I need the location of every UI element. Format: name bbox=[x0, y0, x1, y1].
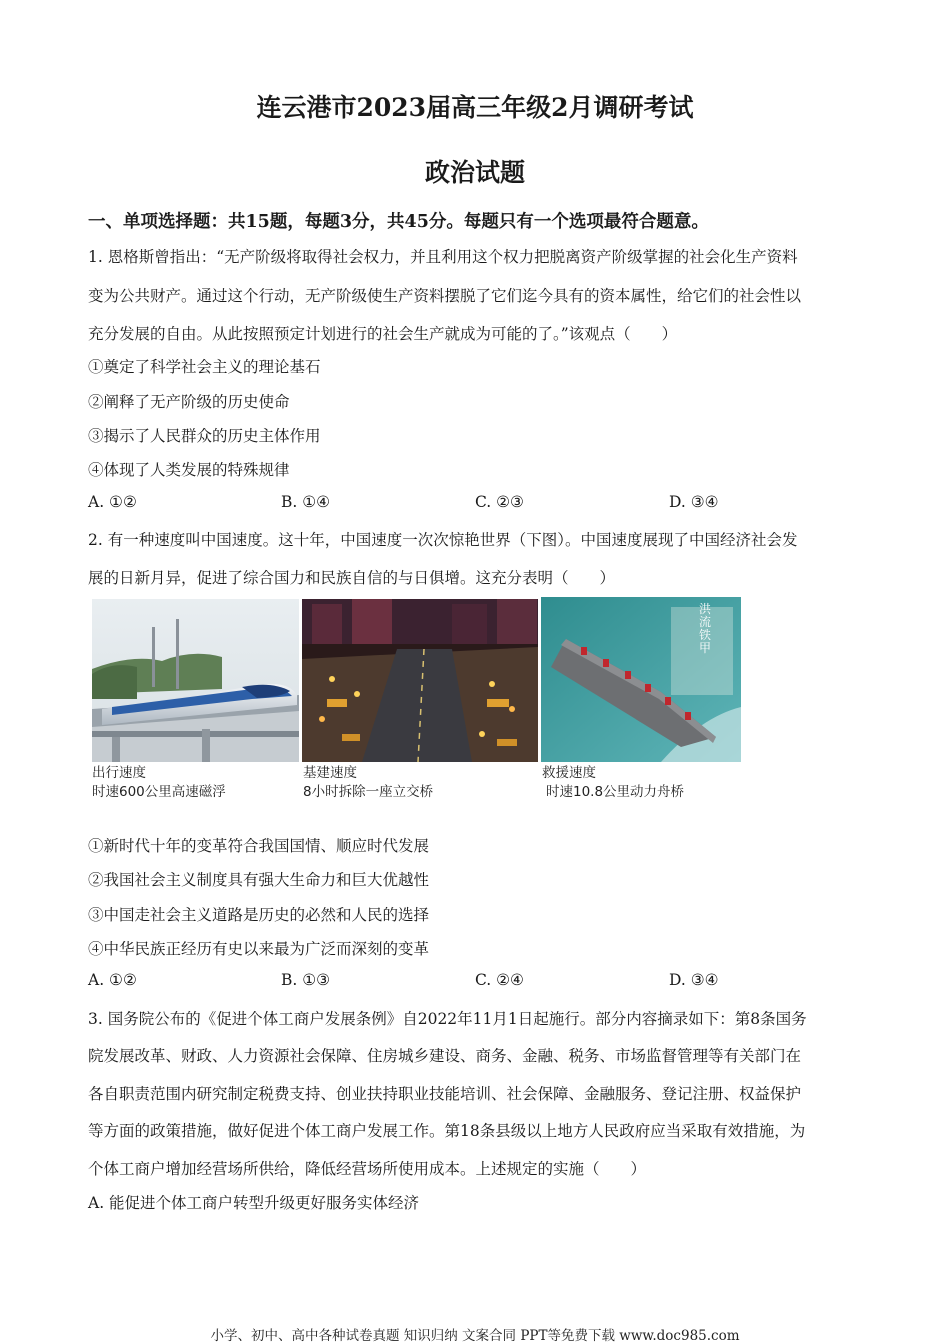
q1-option-d[interactable]: D. ③④ bbox=[669, 493, 719, 511]
overlay-title-text: 洪流铁甲 bbox=[699, 602, 712, 655]
q2-option-c[interactable]: C. ②④ bbox=[475, 971, 524, 989]
maglev-train-image bbox=[92, 599, 299, 762]
q1-option-c[interactable]: C. ②③ bbox=[475, 493, 524, 511]
section-heading: 一、单项选择题：共15题，每题3分，共45分。每题只有一个选项最符合题意。 bbox=[88, 212, 709, 232]
q2-stem-line: 展的日新月异，促进了综合国力和民族自信的与日俱增。这充分表明（ ） bbox=[88, 569, 616, 587]
q1-statement: ①奠定了科学社会主义的理论基石 bbox=[88, 358, 321, 376]
q1-stem-line: 变为公共财产。通过这个行动，无产阶级使生产资料摆脱了它们迄今具有的资本属性，给它们的社会性以 bbox=[88, 287, 802, 305]
q1-statement: ③揭示了人民群众的历史主体作用 bbox=[88, 427, 321, 445]
figure-label: 救援速度 bbox=[542, 765, 596, 781]
q2-statement: ②我国社会主义制度具有强大生命力和巨大优越性 bbox=[88, 871, 430, 889]
q3-option-a[interactable]: A. 能促进个体工商户转型升级更好服务实体经济 bbox=[88, 1194, 420, 1212]
figure-caption: 时速600公里高速磁浮 bbox=[92, 784, 226, 800]
q2-option-d[interactable]: D. ③④ bbox=[669, 971, 719, 989]
q1-option-a[interactable]: A. ①② bbox=[88, 493, 137, 511]
q1-statement: ④体现了人类发展的特殊规律 bbox=[88, 461, 290, 479]
q1-stem-line: 1. 恩格斯曾指出：“无产阶级将取得社会权力，并且利用这个权力把脱离资产阶级掌握的社会化生产资料 bbox=[88, 248, 798, 266]
q2-statement: ①新时代十年的变革符合我国国情、顺应时代发展 bbox=[88, 837, 430, 855]
q3-stem-line: 个体工商户增加经营场所供给，降低经营场所使用成本。上述规定的实施（ ） bbox=[88, 1160, 647, 1178]
page-footer: 小学、初中、高中各种试卷真题 知识归纳 文案合同 PPT等免费下载 www.doc985.com bbox=[210, 1328, 740, 1344]
exam-subtitle: 政治试题 bbox=[424, 158, 525, 187]
figure-caption: 8小时拆除一座立交桥 bbox=[303, 784, 434, 800]
q2-option-b[interactable]: B. ①③ bbox=[281, 971, 331, 989]
q3-stem-line: 各自职责范围内研究制定税费支持、创业扶持职业技能培训、社会保障、金融服务、登记注册、权益保护 bbox=[88, 1085, 802, 1103]
q1-option-b[interactable]: B. ①④ bbox=[281, 493, 331, 511]
night-construction-image bbox=[302, 599, 538, 762]
figure-label: 基建速度 bbox=[303, 765, 357, 781]
figure-caption: 时速10.8公里动力舟桥 bbox=[546, 784, 685, 800]
q1-statement: ②阐释了无产阶级的历史使命 bbox=[88, 393, 290, 411]
q2-statement: ④中华民族正经历有史以来最为广泛而深刻的变革 bbox=[88, 940, 430, 958]
exam-title: 连云港市2023届高三年级2月调研考试 bbox=[256, 93, 694, 122]
figure-label: 出行速度 bbox=[92, 765, 146, 781]
q2-stem-line: 2. 有一种速度叫中国速度。这十年，中国速度一次次惊艳世界（下图）。中国速度展现了中国经济社会发 bbox=[88, 531, 798, 549]
q1-stem-line: 充分发展的自由。从此按照预定计划进行的社会生产就成为可能的了。”该观点（ ） bbox=[88, 325, 678, 343]
q2-statement: ③中国走社会主义道路是历史的必然和人民的选择 bbox=[88, 906, 430, 924]
q3-stem-line: 等方面的政策措施，做好促进个体工商户发展工作。第18条县级以上地方人民政府应当采取有效措施，为 bbox=[88, 1122, 806, 1140]
q2-option-a[interactable]: A. ①② bbox=[88, 971, 137, 989]
q3-stem-line: 3. 国务院公布的《促进个体工商户发展条例》自2022年11月1日起施行。部分内容摘录如下：第8条国务 bbox=[88, 1010, 807, 1028]
pontoon-bridge-image bbox=[541, 597, 741, 762]
q3-stem-line: 院发展改革、财政、人力资源社会保障、住房城乡建设、商务、金融、税务、市场监督管理等有关部门在 bbox=[88, 1047, 802, 1065]
